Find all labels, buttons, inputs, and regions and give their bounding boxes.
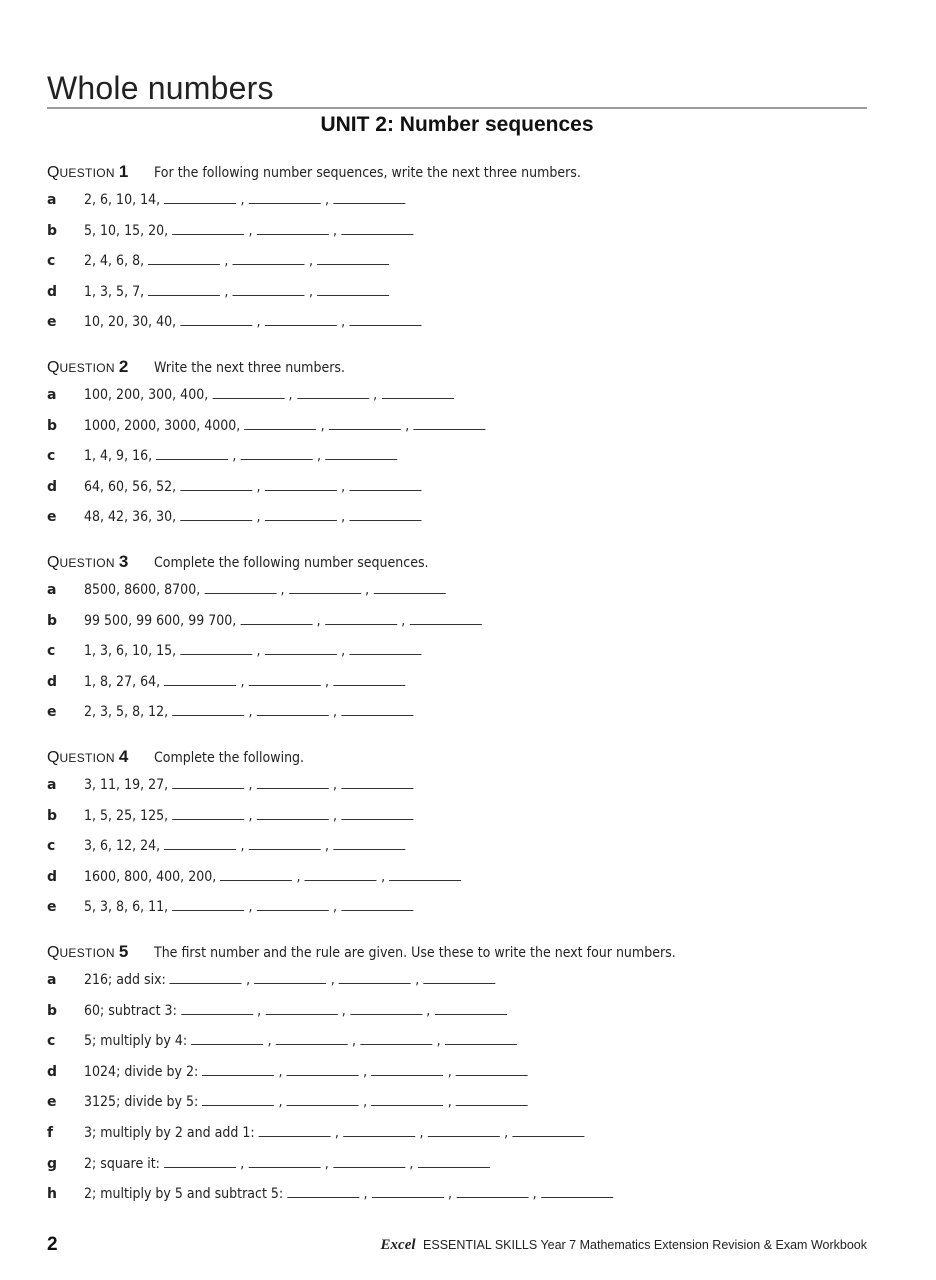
blank-separator: , bbox=[317, 448, 322, 465]
item-text bbox=[84, 223, 413, 239]
item-sequence: 2, 4, 6, 8, bbox=[84, 253, 145, 270]
question-item bbox=[47, 479, 459, 501]
question-header bbox=[47, 942, 734, 964]
answer-blank[interactable] bbox=[541, 1186, 613, 1198]
question-prompt: Write the next three numbers. bbox=[154, 360, 346, 376]
blank-separator: , bbox=[316, 612, 321, 629]
answer-blank[interactable] bbox=[172, 704, 244, 716]
item-label: b bbox=[47, 1002, 58, 1019]
question-prompt: For the following number sequences, write the next three numbers. bbox=[154, 165, 582, 181]
question-prompt: Complete the following number sequences. bbox=[154, 555, 429, 571]
blank-separator: , bbox=[352, 1033, 357, 1050]
answer-blank[interactable] bbox=[456, 1094, 528, 1106]
answer-blank[interactable] bbox=[333, 674, 405, 686]
answer-blank[interactable] bbox=[456, 1064, 528, 1076]
blank-separator: , bbox=[256, 643, 261, 660]
answer-blank[interactable] bbox=[371, 1094, 443, 1106]
blank-separator: , bbox=[363, 1186, 368, 1203]
answer-blank[interactable] bbox=[164, 838, 236, 850]
blank-separator: , bbox=[373, 387, 378, 403]
answer-blank[interactable] bbox=[435, 1003, 507, 1015]
answer-blank[interactable] bbox=[305, 869, 377, 881]
answer-blank[interactable] bbox=[325, 448, 397, 460]
blank-separator: , bbox=[248, 899, 253, 916]
blank-separator: , bbox=[341, 314, 346, 331]
answer-blank[interactable] bbox=[445, 1033, 517, 1045]
blank-separator: , bbox=[309, 283, 314, 300]
item-text bbox=[84, 192, 405, 208]
blank-separator: , bbox=[280, 582, 285, 598]
answer-blank[interactable] bbox=[191, 1033, 263, 1045]
question-item bbox=[47, 704, 450, 726]
question-item bbox=[47, 314, 459, 336]
item-label: d bbox=[47, 283, 58, 300]
question-item bbox=[47, 387, 495, 409]
blank-separator: , bbox=[426, 1002, 431, 1019]
question-label: QUESTION bbox=[47, 164, 115, 181]
blank-separator: , bbox=[248, 777, 253, 793]
answer-blank[interactable] bbox=[180, 509, 252, 521]
item-text bbox=[84, 1064, 528, 1080]
question-item bbox=[47, 223, 450, 245]
blank-separator: , bbox=[288, 387, 293, 403]
answer-blank[interactable] bbox=[233, 284, 305, 296]
question-prompt: Complete the following. bbox=[154, 750, 305, 766]
answer-blank[interactable] bbox=[180, 643, 252, 655]
blank-separator: , bbox=[415, 972, 420, 988]
question-item bbox=[47, 1033, 565, 1055]
answer-blank[interactable] bbox=[371, 1064, 443, 1076]
blank-separator: , bbox=[232, 448, 237, 465]
blank-separator: , bbox=[447, 1063, 452, 1080]
item-sequence: 48, 42, 36, 30, bbox=[84, 509, 177, 526]
item-sequence: 2, 6, 10, 14, bbox=[84, 192, 161, 208]
answer-blank[interactable] bbox=[202, 1064, 274, 1076]
blank-separator: , bbox=[334, 1125, 339, 1141]
item-text bbox=[84, 314, 421, 330]
answer-blank[interactable] bbox=[172, 777, 244, 789]
chapter-title: Whole numbers bbox=[47, 70, 274, 106]
question-header bbox=[47, 747, 321, 769]
item-label: b bbox=[47, 417, 58, 434]
item-label: c bbox=[47, 643, 56, 660]
question-label: QUESTION bbox=[47, 749, 115, 766]
item-sequence: 1, 3, 6, 10, 15, bbox=[84, 643, 177, 660]
title-divider bbox=[47, 107, 867, 109]
answer-blank[interactable] bbox=[410, 613, 482, 625]
item-label: c bbox=[47, 838, 56, 855]
footer bbox=[381, 1237, 867, 1254]
answer-blank[interactable] bbox=[265, 314, 337, 326]
answer-blank[interactable] bbox=[164, 674, 236, 686]
footer-title: ESSENTIAL SKILLS Year 7 Mathematics Extension Revision & Exam Workbook bbox=[423, 1238, 867, 1252]
item-text bbox=[84, 643, 421, 659]
item-sequence: 3125; divide by 5: bbox=[84, 1094, 199, 1111]
answer-blank[interactable] bbox=[164, 192, 236, 204]
question-item bbox=[47, 777, 450, 799]
question-number: 3 bbox=[118, 552, 129, 571]
blank-separator: , bbox=[240, 192, 245, 208]
answer-blank[interactable] bbox=[257, 223, 329, 235]
item-label: b bbox=[47, 807, 58, 824]
item-sequence: 2; square it: bbox=[84, 1155, 160, 1172]
item-sequence: 3, 6, 12, 24, bbox=[84, 838, 161, 855]
question-header bbox=[47, 357, 367, 379]
unit-title: UNIT 2: Number sequences bbox=[320, 113, 594, 136]
question-item bbox=[47, 838, 441, 860]
answer-blank[interactable] bbox=[204, 582, 276, 594]
item-sequence: 1600, 800, 400, 200, bbox=[84, 868, 217, 885]
blank-separator: , bbox=[436, 1033, 441, 1050]
question-item bbox=[47, 1064, 577, 1086]
answer-blank[interactable] bbox=[170, 972, 242, 984]
answer-blank[interactable] bbox=[341, 899, 413, 911]
question-label: QUESTION bbox=[47, 554, 115, 571]
question-item bbox=[47, 418, 530, 440]
answer-blank[interactable] bbox=[240, 613, 312, 625]
item-sequence: 3; multiply by 2 and add 1: bbox=[84, 1125, 255, 1141]
blank-separator: , bbox=[325, 192, 330, 208]
question-number: 2 bbox=[118, 357, 129, 376]
answer-blank[interactable] bbox=[241, 448, 313, 460]
answer-blank[interactable] bbox=[212, 387, 284, 399]
question-header bbox=[47, 552, 459, 574]
blank-separator: , bbox=[401, 612, 406, 629]
question-prompt: The first number and the rule are given. Use these to write the next four numbers. bbox=[154, 945, 677, 961]
item-text bbox=[84, 613, 482, 629]
question-item bbox=[47, 1003, 554, 1025]
blank-separator: , bbox=[320, 417, 325, 434]
answer-blank[interactable] bbox=[360, 1033, 432, 1045]
blank-separator: , bbox=[240, 673, 245, 690]
answer-blank[interactable] bbox=[148, 284, 220, 296]
blank-separator: , bbox=[224, 283, 229, 300]
item-label: d bbox=[47, 673, 58, 690]
item-text bbox=[84, 1033, 517, 1049]
blank-separator: , bbox=[333, 222, 338, 239]
item-label: b bbox=[47, 612, 58, 629]
blank-separator: , bbox=[256, 509, 261, 526]
item-label: e bbox=[47, 509, 57, 526]
answer-blank[interactable] bbox=[389, 869, 461, 881]
answer-blank[interactable] bbox=[180, 314, 252, 326]
answer-blank[interactable] bbox=[341, 704, 413, 716]
question-item bbox=[47, 284, 423, 306]
answer-blank[interactable] bbox=[265, 643, 337, 655]
item-label: e bbox=[47, 899, 57, 916]
answer-blank[interactable] bbox=[259, 1125, 331, 1137]
answer-blank[interactable] bbox=[276, 1033, 348, 1045]
answer-blank[interactable] bbox=[381, 387, 453, 399]
answer-blank[interactable] bbox=[372, 1186, 444, 1198]
item-text bbox=[84, 869, 461, 885]
blank-separator: , bbox=[267, 1033, 272, 1050]
answer-blank[interactable] bbox=[172, 223, 244, 235]
item-text bbox=[84, 387, 453, 403]
item-text bbox=[84, 1125, 584, 1141]
item-label: f bbox=[47, 1125, 54, 1141]
blank-separator: , bbox=[248, 704, 253, 721]
question-item bbox=[47, 869, 503, 891]
blank-separator: , bbox=[504, 1125, 509, 1141]
answer-blank[interactable] bbox=[289, 582, 361, 594]
blank-separator: , bbox=[257, 1002, 262, 1019]
item-sequence: 2; multiply by 5 and subtract 5: bbox=[84, 1186, 284, 1203]
answer-blank[interactable] bbox=[257, 808, 329, 820]
item-label: d bbox=[47, 478, 58, 495]
answer-blank[interactable] bbox=[341, 808, 413, 820]
blank-separator: , bbox=[325, 673, 330, 690]
item-label: a bbox=[47, 582, 57, 598]
answer-blank[interactable] bbox=[343, 1125, 415, 1137]
answer-blank[interactable] bbox=[249, 838, 321, 850]
blank-separator: , bbox=[240, 838, 245, 855]
question-item bbox=[47, 899, 450, 921]
item-label: g bbox=[47, 1155, 58, 1172]
question-item bbox=[47, 1186, 672, 1208]
answer-blank[interactable] bbox=[233, 253, 305, 265]
item-sequence: 1, 5, 25, 125, bbox=[84, 807, 169, 824]
item-label: e bbox=[47, 704, 57, 721]
answer-blank[interactable] bbox=[257, 704, 329, 716]
answer-blank[interactable] bbox=[424, 972, 496, 984]
blank-separator: , bbox=[256, 478, 261, 495]
answer-blank[interactable] bbox=[287, 1064, 359, 1076]
blank-separator: , bbox=[532, 1186, 537, 1203]
item-text bbox=[84, 808, 413, 824]
blank-separator: , bbox=[363, 1063, 368, 1080]
question-item bbox=[47, 509, 459, 531]
answer-blank[interactable] bbox=[349, 314, 421, 326]
item-label: c bbox=[47, 253, 56, 270]
question-item bbox=[47, 613, 526, 635]
question-label: QUESTION bbox=[47, 944, 115, 961]
blank-separator: , bbox=[333, 704, 338, 721]
question-header bbox=[47, 162, 629, 184]
answer-blank[interactable] bbox=[349, 643, 421, 655]
blank-separator: , bbox=[341, 509, 346, 526]
answer-blank[interactable] bbox=[249, 192, 321, 204]
item-label: c bbox=[47, 1033, 56, 1050]
answer-blank[interactable] bbox=[181, 1003, 253, 1015]
blank-separator: , bbox=[333, 777, 338, 793]
answer-blank[interactable] bbox=[202, 1094, 274, 1106]
item-text bbox=[84, 674, 405, 690]
blank-separator: , bbox=[246, 972, 251, 988]
question-number: 1 bbox=[118, 162, 129, 181]
blank-separator: , bbox=[365, 582, 370, 598]
question-item bbox=[47, 1125, 640, 1147]
answer-blank[interactable] bbox=[414, 418, 486, 430]
item-text bbox=[84, 838, 405, 854]
item-label: b bbox=[47, 222, 58, 239]
page-number: 2 bbox=[47, 1234, 58, 1255]
answer-blank[interactable] bbox=[249, 674, 321, 686]
blank-separator: , bbox=[447, 1094, 452, 1111]
answer-blank[interactable] bbox=[349, 509, 421, 521]
blank-separator: , bbox=[363, 1094, 368, 1111]
answer-blank[interactable] bbox=[297, 387, 369, 399]
item-text bbox=[84, 1156, 490, 1172]
question-item bbox=[47, 972, 541, 994]
answer-blank[interactable] bbox=[349, 479, 421, 491]
item-text bbox=[84, 479, 421, 495]
blank-separator: , bbox=[256, 314, 261, 331]
item-label: c bbox=[47, 448, 56, 465]
item-sequence: 1, 3, 5, 7, bbox=[84, 283, 145, 300]
item-sequence: 8500, 8600, 8700, bbox=[84, 582, 201, 598]
item-sequence: 3, 11, 19, 27, bbox=[84, 777, 169, 793]
item-sequence: 2, 3, 5, 8, 12, bbox=[84, 704, 169, 721]
blank-separator: , bbox=[278, 1094, 283, 1111]
blank-separator: , bbox=[278, 1063, 283, 1080]
item-label: e bbox=[47, 1094, 57, 1111]
answer-blank[interactable] bbox=[317, 253, 389, 265]
blank-separator: , bbox=[381, 868, 386, 885]
answer-blank[interactable] bbox=[341, 223, 413, 235]
answer-blank[interactable] bbox=[287, 1186, 359, 1198]
item-text bbox=[84, 1186, 613, 1202]
item-label: a bbox=[47, 387, 57, 403]
item-sequence: 100, 200, 300, 400, bbox=[84, 387, 209, 403]
answer-blank[interactable] bbox=[333, 192, 405, 204]
blank-separator: , bbox=[341, 643, 346, 660]
question-number: 4 bbox=[118, 747, 129, 766]
answer-blank[interactable] bbox=[341, 777, 413, 789]
answer-blank[interactable] bbox=[265, 479, 337, 491]
blank-separator: , bbox=[325, 838, 330, 855]
question-number: 5 bbox=[118, 942, 129, 961]
answer-blank[interactable] bbox=[428, 1125, 500, 1137]
question-item bbox=[47, 674, 441, 696]
answer-blank[interactable] bbox=[339, 972, 411, 984]
item-label: d bbox=[47, 1063, 58, 1080]
blank-separator: , bbox=[448, 1186, 453, 1203]
answer-blank[interactable] bbox=[265, 1003, 337, 1015]
blank-separator: , bbox=[309, 253, 314, 270]
question-item bbox=[47, 1094, 577, 1116]
answer-blank[interactable] bbox=[156, 448, 228, 460]
answer-blank[interactable] bbox=[317, 284, 389, 296]
answer-blank[interactable] bbox=[172, 808, 244, 820]
answer-blank[interactable] bbox=[220, 869, 292, 881]
answer-blank[interactable] bbox=[512, 1125, 584, 1137]
item-sequence: 1, 8, 27, 64, bbox=[84, 673, 161, 690]
blank-separator: , bbox=[248, 222, 253, 239]
blank-separator: , bbox=[409, 1155, 414, 1172]
answer-blank[interactable] bbox=[180, 479, 252, 491]
blank-separator: , bbox=[341, 1002, 346, 1019]
blank-separator: , bbox=[419, 1125, 424, 1141]
answer-blank[interactable] bbox=[172, 899, 244, 911]
blank-separator: , bbox=[330, 972, 335, 988]
answer-blank[interactable] bbox=[148, 253, 220, 265]
item-text bbox=[84, 509, 421, 525]
item-sequence: 5, 3, 8, 6, 11, bbox=[84, 899, 169, 916]
blank-separator: , bbox=[405, 417, 410, 434]
item-sequence: 1024; divide by 2: bbox=[84, 1063, 199, 1080]
item-label: e bbox=[47, 314, 57, 331]
answer-blank[interactable] bbox=[257, 899, 329, 911]
answer-blank[interactable] bbox=[350, 1003, 422, 1015]
blank-separator: , bbox=[248, 807, 253, 824]
item-label: h bbox=[47, 1186, 57, 1203]
blank-separator: , bbox=[333, 807, 338, 824]
item-text bbox=[84, 704, 413, 720]
question-item bbox=[47, 1156, 535, 1178]
footer-brand: Excel bbox=[380, 1237, 416, 1253]
blank-separator: , bbox=[324, 1155, 329, 1172]
item-sequence: 216; add six: bbox=[84, 972, 166, 988]
question-label: QUESTION bbox=[47, 359, 115, 376]
answer-blank[interactable] bbox=[164, 1156, 236, 1168]
question-item bbox=[47, 192, 441, 214]
item-label: a bbox=[47, 192, 57, 208]
item-sequence: 10, 20, 30, 40, bbox=[84, 314, 177, 331]
answer-blank[interactable] bbox=[325, 613, 397, 625]
answer-blank[interactable] bbox=[254, 972, 326, 984]
item-text bbox=[84, 284, 389, 300]
item-text bbox=[84, 972, 496, 988]
item-text bbox=[84, 1094, 528, 1110]
answer-blank[interactable] bbox=[333, 838, 405, 850]
item-sequence: 64, 60, 56, 52, bbox=[84, 478, 177, 495]
item-text bbox=[84, 899, 413, 915]
answer-blank[interactable] bbox=[333, 1156, 405, 1168]
blank-separator: , bbox=[333, 899, 338, 916]
blank-separator: , bbox=[341, 478, 346, 495]
answer-blank[interactable] bbox=[249, 1156, 321, 1168]
answer-blank[interactable] bbox=[244, 418, 316, 430]
blank-separator: , bbox=[240, 1155, 245, 1172]
item-text bbox=[84, 582, 445, 598]
item-sequence: 99 500, 99 600, 99 700, bbox=[84, 612, 237, 629]
item-text bbox=[84, 777, 413, 793]
item-sequence: 60; subtract 3: bbox=[84, 1002, 177, 1019]
item-text bbox=[84, 448, 397, 464]
answer-blank[interactable] bbox=[329, 418, 401, 430]
answer-blank[interactable] bbox=[257, 777, 329, 789]
item-sequence: 1, 4, 9, 16, bbox=[84, 448, 153, 465]
item-label: a bbox=[47, 972, 57, 988]
item-label: a bbox=[47, 777, 57, 793]
item-sequence: 1000, 2000, 3000, 4000, bbox=[84, 417, 241, 434]
question-item bbox=[47, 582, 486, 604]
question-item bbox=[47, 643, 459, 665]
question-item bbox=[47, 448, 432, 470]
item-sequence: 5, 10, 15, 20, bbox=[84, 222, 169, 239]
question-item bbox=[47, 253, 423, 275]
item-text bbox=[84, 253, 389, 269]
blank-separator: , bbox=[224, 253, 229, 270]
question-item bbox=[47, 808, 450, 830]
answer-blank[interactable] bbox=[265, 509, 337, 521]
answer-blank[interactable] bbox=[287, 1094, 359, 1106]
item-text bbox=[84, 1003, 507, 1019]
answer-blank[interactable] bbox=[373, 582, 445, 594]
blank-separator: , bbox=[296, 868, 301, 885]
item-label: d bbox=[47, 868, 58, 885]
item-text bbox=[84, 418, 486, 434]
item-sequence: 5; multiply by 4: bbox=[84, 1033, 188, 1050]
answer-blank[interactable] bbox=[456, 1186, 528, 1198]
answer-blank[interactable] bbox=[418, 1156, 490, 1168]
